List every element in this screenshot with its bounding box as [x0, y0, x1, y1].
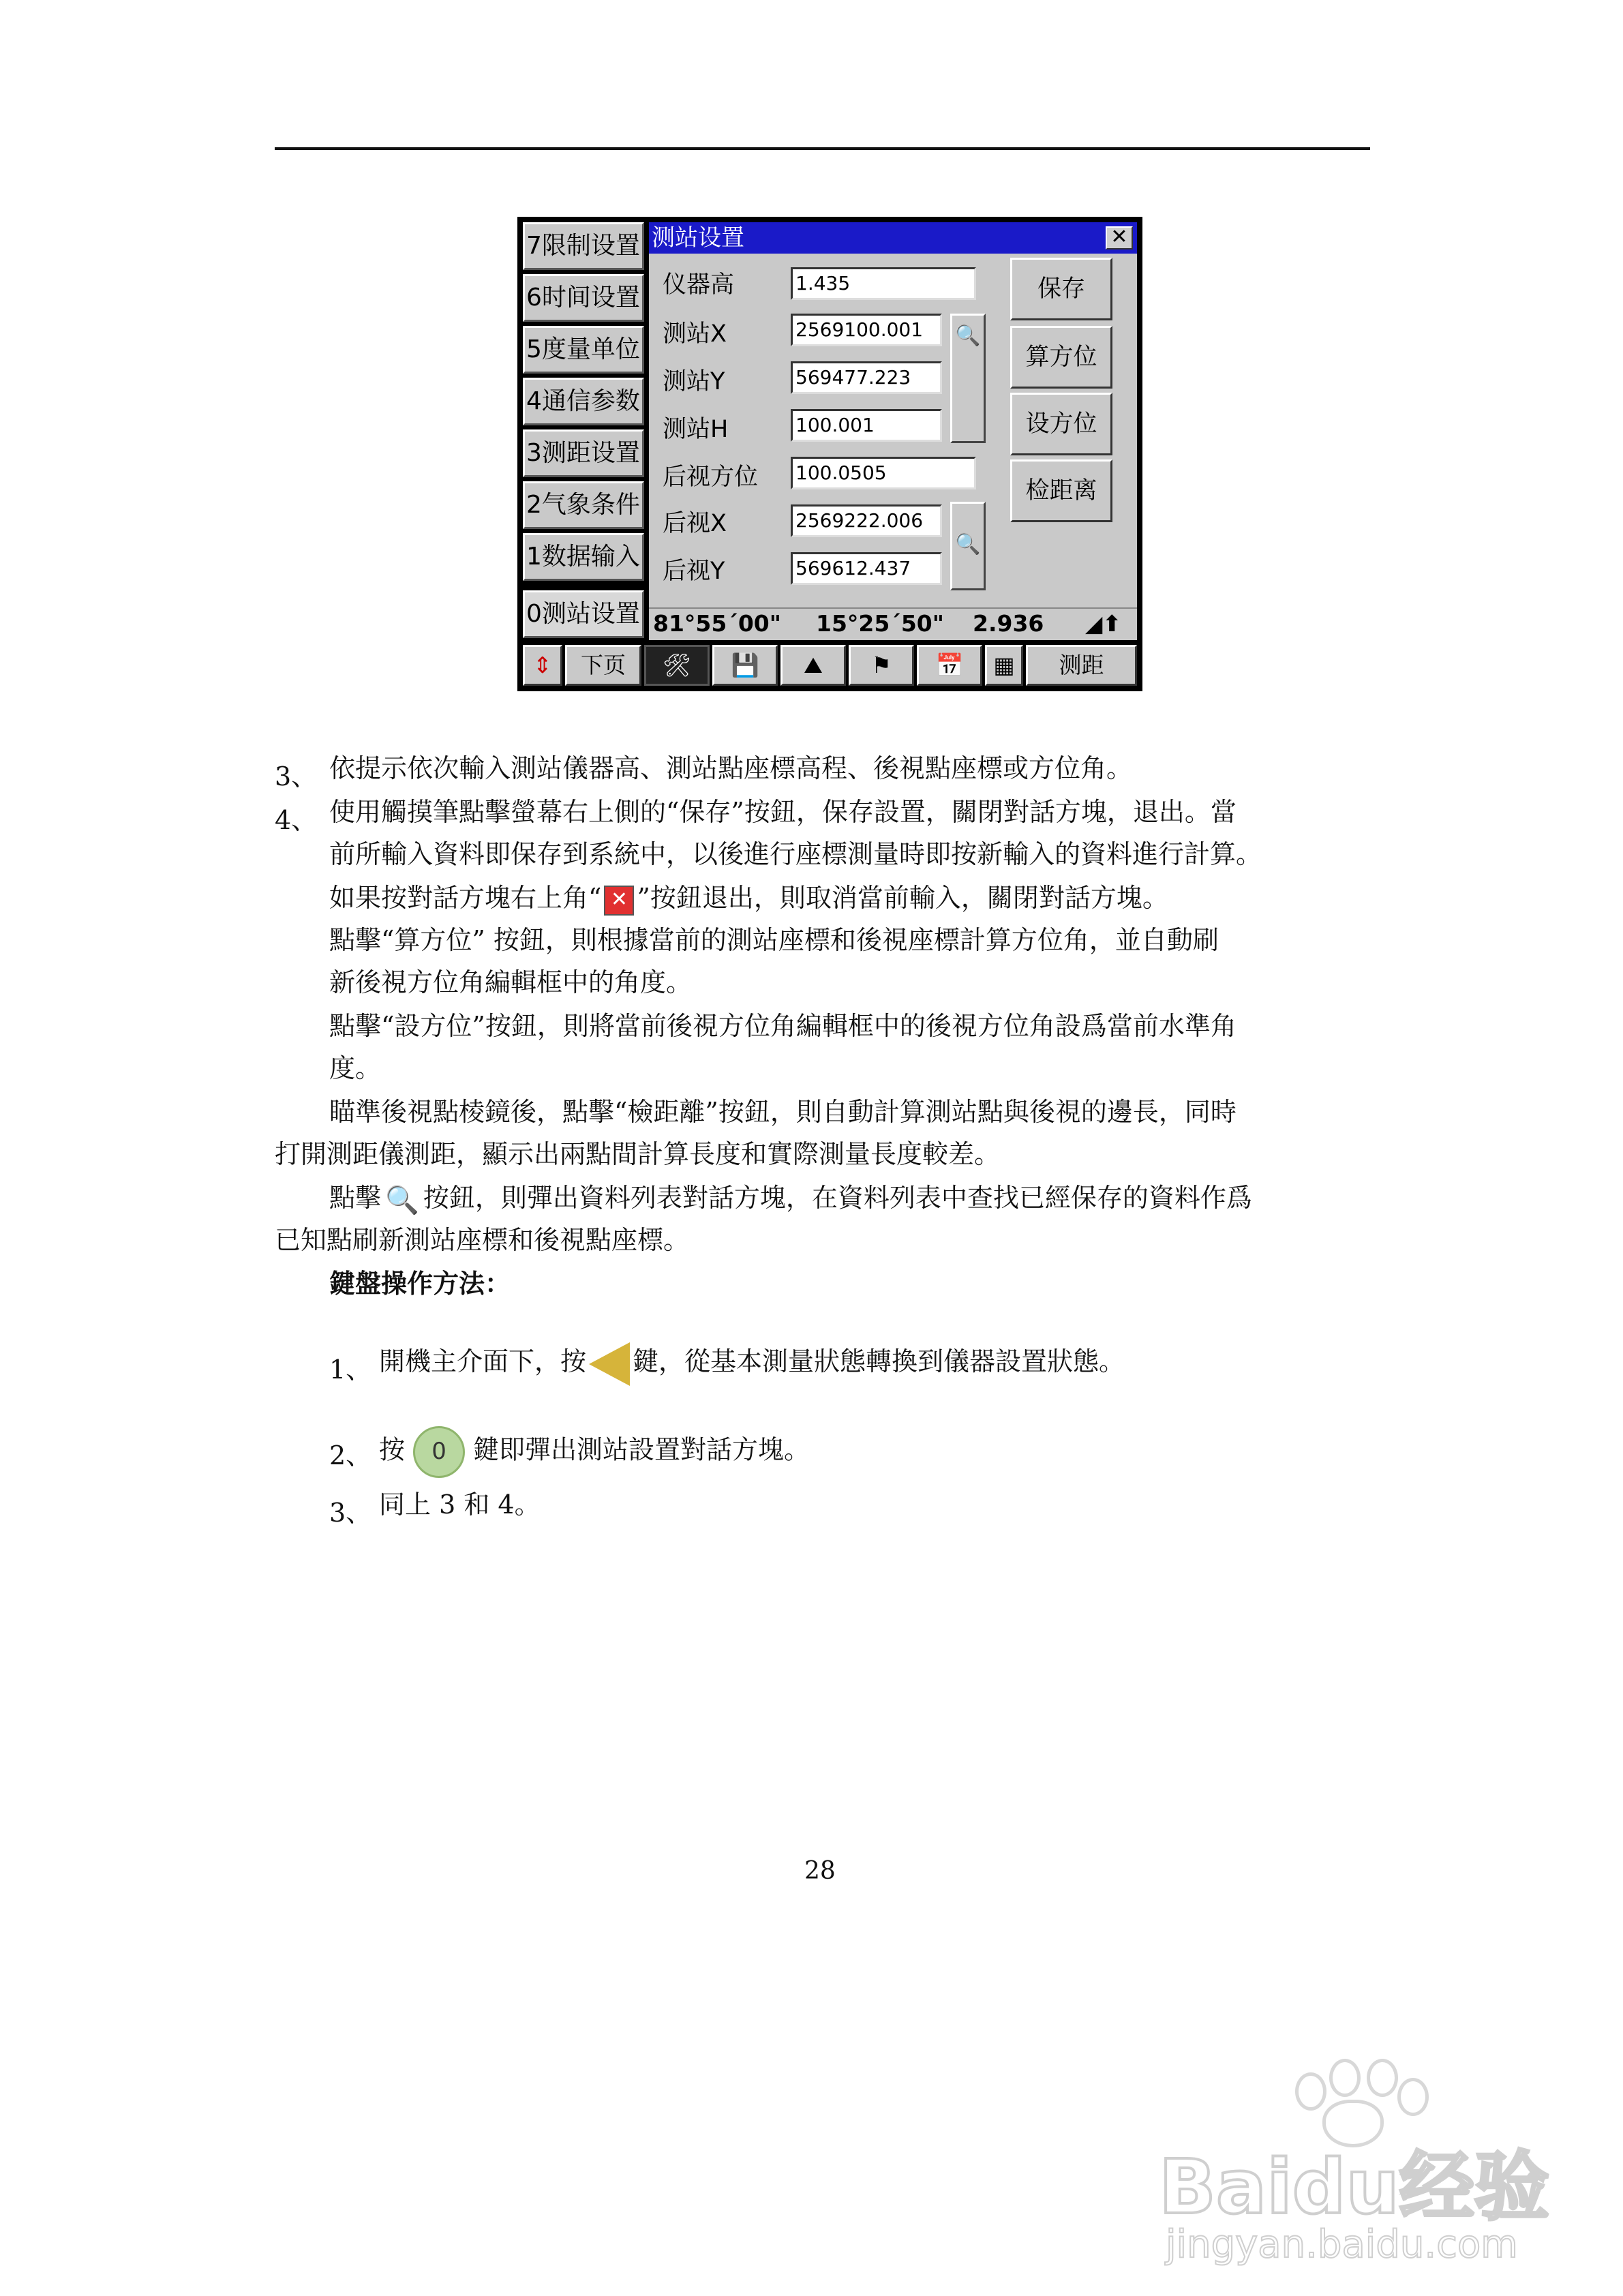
tab-time-settings[interactable]: 6时间设置: [523, 274, 644, 322]
tab-station-settings[interactable]: 0测站设置: [523, 590, 644, 638]
binoculars-line-1-start: 點擊: [329, 1183, 382, 1213]
set-azimuth-line-1: 點擊“設方位”按鈕，則將當前後視方位角編輯框中的後視方位角設爲當前水準角: [329, 1011, 1237, 1041]
item-3-number: 3、: [275, 761, 318, 791]
kb-step-1-end: 鍵，從基本測量狀態轉換到儀器設置狀態。: [633, 1346, 1125, 1376]
kb-step-2-text: [379, 1426, 810, 1478]
station-x-input[interactable]: 2569100.001: [791, 314, 942, 346]
binoculars-line-1: [329, 1177, 1252, 1222]
backsight-binoculars-icon[interactable]: 🔍: [950, 502, 986, 590]
station-y-label: 测站Y: [663, 368, 725, 395]
item-4-line-3: [329, 877, 1168, 919]
close-x-icon: ✕: [604, 886, 634, 916]
item-4-line-3-start: 如果按對話方塊右上角“: [329, 883, 602, 913]
survey-mode-icon[interactable]: ⛰: [780, 645, 846, 686]
set-azimuth-button[interactable]: 设方位: [1010, 393, 1112, 455]
settings-tool-icon[interactable]: 🛠: [644, 645, 710, 686]
backsight-x-input[interactable]: 2569222.006: [791, 504, 942, 537]
calc-azimuth-line-2: 新後視方位角編輯框中的角度。: [329, 967, 693, 997]
tab-data-input[interactable]: 1数据输入: [523, 533, 644, 581]
zero-key-icon: 0: [413, 1426, 465, 1478]
distance-readout: 2.936: [973, 610, 1044, 637]
tab-weather[interactable]: 2气象条件: [523, 481, 644, 529]
measure-distance-button[interactable]: 测距: [1026, 645, 1137, 686]
station-h-label: 测站H: [663, 416, 729, 443]
kb-step-1-start: 開機主介面下，按: [379, 1346, 587, 1376]
header-rule: [275, 147, 1370, 150]
item-4-line-1: 使用觸摸筆點擊螢幕右上側的“保存”按鈕，保存設置，關閉對話方塊，退出。當: [329, 797, 1237, 827]
station-h-input[interactable]: 100.001: [791, 409, 942, 442]
status-bar: [649, 607, 1137, 639]
station-x-label: 测站X: [663, 320, 727, 348]
close-icon[interactable]: ✕: [1106, 226, 1133, 250]
settings-tab-list: [523, 222, 648, 641]
station-binoculars-icon[interactable]: 🔍: [950, 314, 986, 443]
watermark-logo-text: Baidu经验: [1159, 2143, 1549, 2231]
binoculars-line-2: 已知點刷新測站座標和後視點座標。: [275, 1225, 690, 1255]
item-4-line-2: 前所輸入資料即保存到系統中，以後進行座標測量時即按新輸入的資料進行計算。: [329, 839, 1262, 869]
bottom-toolbar: [523, 645, 1137, 686]
item-4-number: 4、: [275, 805, 318, 835]
check-distance-line-2: 打開測距儀測距，顯示出兩點間計算長度和實際測量長度較差。: [275, 1139, 1001, 1169]
calc-azimuth-line-1: 點擊“算方位” 按鈕，則根據當前的測站座標和後視座標計算方位角，並自動刷: [329, 925, 1219, 955]
save-button[interactable]: 保存: [1010, 258, 1112, 320]
backsight-y-input[interactable]: 569612.437: [791, 552, 942, 585]
dialog-title: 测站设置: [649, 222, 1137, 254]
set-azimuth-line-2: 度。: [329, 1053, 382, 1083]
station-settings-dialog: [649, 222, 1137, 640]
kb-step-3-number: 3、: [329, 1498, 372, 1528]
kb-step-2-number: 2、: [329, 1440, 372, 1470]
item-3-text: 依提示依次輸入測站儀器高、測站點座標高程、後視點座標或方位角。: [329, 753, 1133, 783]
stakeout-icon[interactable]: ⚑: [849, 645, 914, 686]
calendar-icon[interactable]: 📅: [917, 645, 982, 686]
baidu-watermark: [1159, 2059, 1581, 2267]
left-triangle-key-icon: [589, 1342, 630, 1386]
instrument-height-label: 仪器高: [663, 271, 735, 299]
kb-step-1-text: [379, 1340, 1125, 1386]
page-number: 28: [804, 1857, 836, 1885]
kb-step-3-text: 同上 3 和 4。: [379, 1490, 541, 1520]
horizontal-angle: 81°55´00": [653, 610, 781, 637]
kb-step-1-number: 1、: [329, 1355, 372, 1385]
station-y-input[interactable]: 569477.223: [791, 361, 942, 394]
up-down-arrow-icon[interactable]: ⇕: [523, 645, 562, 686]
check-distance-line-1: 瞄準後視點棱鏡後，點擊“檢距離”按鈕，則自動計算測站點與後視的邊長，同時: [329, 1097, 1237, 1127]
tab-distance-settings[interactable]: 3测距设置: [523, 429, 644, 477]
instrument-height-input[interactable]: 1.435: [791, 267, 976, 300]
calc-azimuth-button[interactable]: 算方位: [1010, 326, 1112, 389]
tab-limit-settings[interactable]: 7限制设置: [523, 222, 644, 270]
check-distance-button[interactable]: 检距离: [1010, 459, 1112, 522]
item-4-line-3-end: ”按鈕退出，則取消當前輸入，關閉對話方塊。: [637, 883, 1168, 913]
binoculars-icon: 🔍: [385, 1184, 419, 1216]
tab-units[interactable]: 5度量单位: [523, 326, 644, 374]
backsight-azimuth-label: 后视方位: [663, 464, 759, 491]
kb-step-2-start: 按: [379, 1434, 406, 1465]
backsight-x-label: 后视X: [663, 510, 727, 537]
kb-step-2-end: 鍵即彈出測站設置對話方塊。: [473, 1434, 810, 1465]
device-screenshot: [517, 217, 1142, 691]
watermark-url: jingyan.baidu.com: [1166, 2222, 1518, 2267]
save-data-icon[interactable]: 💾: [712, 645, 778, 686]
backsight-azimuth-input[interactable]: 100.0505: [791, 457, 976, 489]
keyboard-icon[interactable]: ▦: [985, 645, 1023, 686]
vertical-angle: 15°25´50": [816, 610, 944, 637]
keyboard-method-heading: 鍵盤操作方法：: [329, 1268, 511, 1299]
next-page-button[interactable]: 下页: [565, 645, 641, 686]
signal-battery-icon: ◢⬆: [1085, 610, 1122, 637]
tab-communication[interactable]: 4通信参数: [523, 378, 644, 425]
binoculars-line-1-end: 按鈕，則彈出資料列表對話方塊，在資料列表中查找已經保存的資料作爲: [423, 1183, 1252, 1213]
backsight-y-label: 后视Y: [663, 558, 725, 585]
